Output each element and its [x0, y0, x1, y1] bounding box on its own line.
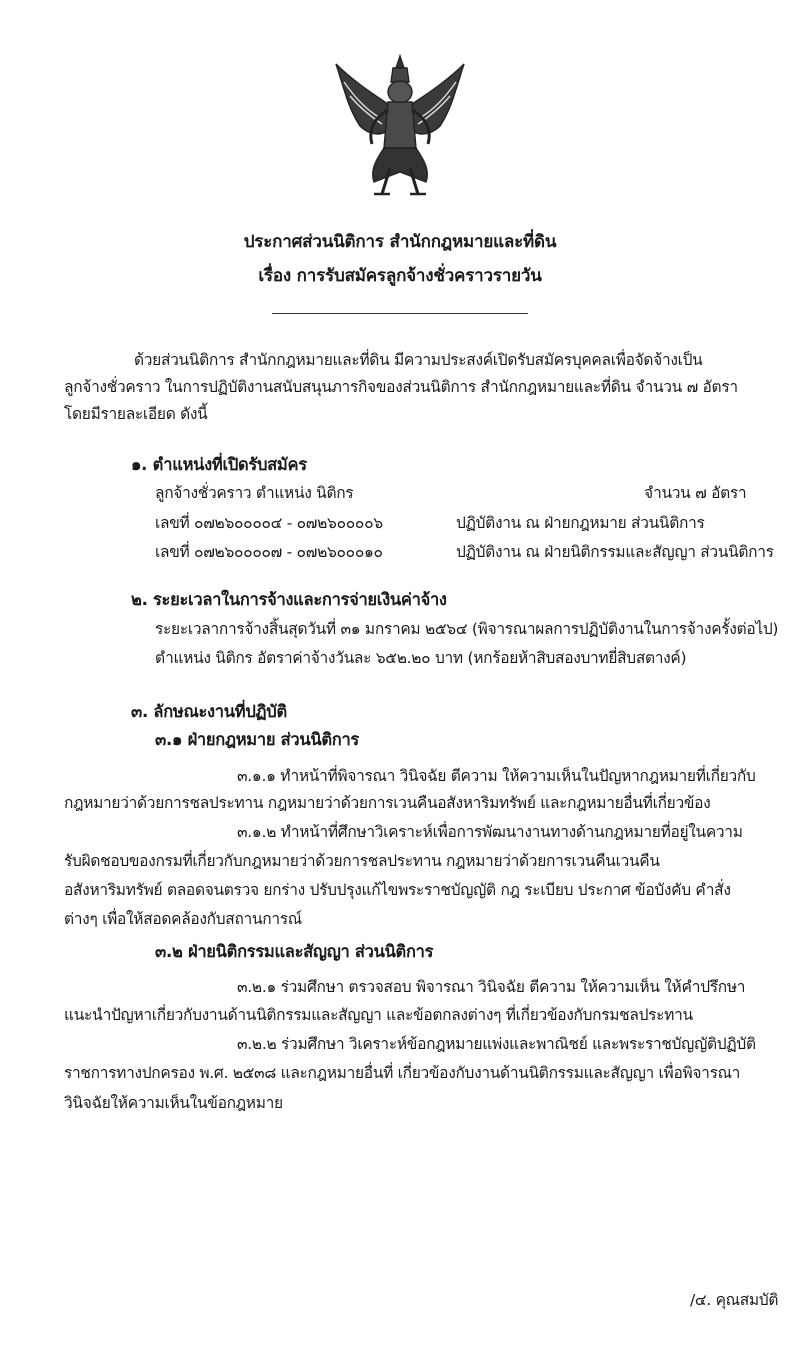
position-name: ลูกจ้างชั่วคราว ตำแหน่ง นิติกร	[155, 484, 354, 502]
item-3-2-2-line-1: ๓.๒.๒ ร่วมศึกษา วิเคราะห์ข้อกฎหมายแพ่งและพาณิชย์ และพระราชบัญญัติปฏิบัติ	[237, 1035, 756, 1053]
section-1-heading: ๑. ตำแหน่งที่เปิดรับสมัคร	[131, 455, 307, 474]
item-3-1-2-line-1: ๓.๑.๒ ทำหน้าที่ศึกษาวิเคราะห์เพื่อการพัฒนางานทางด้านกฎหมายที่อยู่ในความ	[237, 823, 743, 841]
intro-line-2: ลูกจ้างชั่วคราว ในการปฏิบัติงานสนับสนุนภารกิจของส่วนนิติการ สำนักกฎหมายและที่ดิน จำนวน ๗ อัตรา	[64, 378, 738, 396]
item-3-1-2-line-4: ต่างๆ เพื่อให้สอดคล้องกับสถานการณ์	[64, 910, 302, 928]
position-work-b: ปฏิบัติงาน ณ ฝ่ายนิติกรรมและสัญญา ส่วนนิติการ	[456, 543, 774, 561]
item-3-2-2-line-3: วินิจฉัยให้ความเห็นในข้อกฎหมาย	[64, 1094, 283, 1112]
item-3-2-2-line-2: ราชการทางปกครอง พ.ศ. ๒๕๓๘ และกฎหมายอื่นที่ เกี่ยวข้องกับงานด้านนิติกรรมและสัญญา เพื่อพิจารณา	[64, 1064, 741, 1082]
section-3-heading: ๓. ลักษณะงานที่ปฏิบัติ	[131, 702, 287, 721]
intro-line-1: ด้วยส่วนนิติการ สำนักกฎหมายและที่ดิน มีความประสงค์เปิดรับสมัครบุคคลเพื่อจัดจ้างเป็น	[134, 351, 703, 369]
item-3-1-2-line-2: รับผิดชอบของกรมที่เกี่ยวกับกฎหมายว่าด้วยการชลประทาน กฎหมายว่าด้วยการเวนคืนเวนคืน	[64, 852, 660, 870]
item-3-1-1-line-1: ๓.๑.๑ ทำหน้าที่พิจารณา วินิจฉัย ตีความ ให้ความเห็นในปัญหากฎหมายที่เกี่ยวกับ	[237, 767, 756, 785]
wage-rate: ตำแหน่ง นิติกร อัตราค่าจ้างวันละ ๖๕๒.๒๐ บาท (หกร้อยห้าสิบสองบาทยี่สิบสตางค์)	[155, 649, 687, 667]
garuda-emblem-icon	[330, 52, 470, 202]
intro-line-3: โดยมีรายละเอียด ดังนี้	[64, 405, 208, 423]
item-3-2-1-line-2: แนะนำปัญหาเกี่ยวกับงานด้านนิติกรรมและสัญญา และข้อตกลงต่างๆ ที่เกี่ยวข้องกับกรมชลประทาน	[64, 1006, 693, 1024]
subsection-3-2-heading: ๓.๒ ฝ่ายนิติกรรมและสัญญา ส่วนนิติการ	[155, 942, 434, 961]
position-numbers-a: เลขที่ ๐๗๒๖๐๐๐๐๔ - ๐๗๒๖๐๐๐๐๖	[155, 514, 383, 532]
position-count: จำนวน ๗ อัตรา	[644, 484, 747, 502]
item-3-1-1-line-2: กฎหมายว่าด้วยการชลประทาน กฎหมายว่าด้วยการเวนคืนอสังหาริมทรัพย์ และกฎหมายอื่นที่เกี่ยวข้อง	[64, 794, 711, 812]
item-3-2-1-line-1: ๓.๒.๑ ร่วมศึกษา ตรวจสอบ พิจารณา วินิจฉัย ตีความ ให้ความเห็น ให้คำปรึกษา	[237, 978, 746, 996]
position-work-a: ปฏิบัติงาน ณ ฝ่ายกฎหมาย ส่วนนิติการ	[456, 514, 705, 532]
subsection-3-1-heading: ๓.๑ ฝ่ายกฎหมาย ส่วนนิติการ	[155, 730, 359, 749]
position-numbers-b: เลขที่ ๐๗๒๖๐๐๐๐๗ - ๐๗๒๖๐๐๐๑๐	[155, 543, 383, 561]
announcement-title: ประกาศส่วนนิติการ สำนักกฎหมายและที่ดิน	[243, 232, 557, 252]
title-divider	[272, 313, 528, 314]
item-3-1-2-line-3: อสังหาริมทรัพย์ ตลอดจนตรวจ ยกร่าง ปรับปรุงแก้ไขพระราชบัญญัติ กฎ ระเบียบ ประกาศ ข้อบังคับ คำสั่ง	[64, 881, 731, 899]
next-page-marker: /๔. คุณสมบัติ	[690, 1291, 779, 1309]
announcement-subject: เรื่อง การรับสมัครลูกจ้างชั่วคราวรายวัน	[258, 266, 542, 286]
employment-period: ระยะเวลาการจ้างสิ้นสุดวันที่ ๓๑ มกราคม ๒๕๖๔ (พิจารณาผลการปฏิบัติงานในการจ้างครั้งต่อไป)	[155, 620, 779, 638]
section-2-heading: ๒. ระยะเวลาในการจ้างและการจ่ายเงินค่าจ้าง	[131, 590, 447, 609]
